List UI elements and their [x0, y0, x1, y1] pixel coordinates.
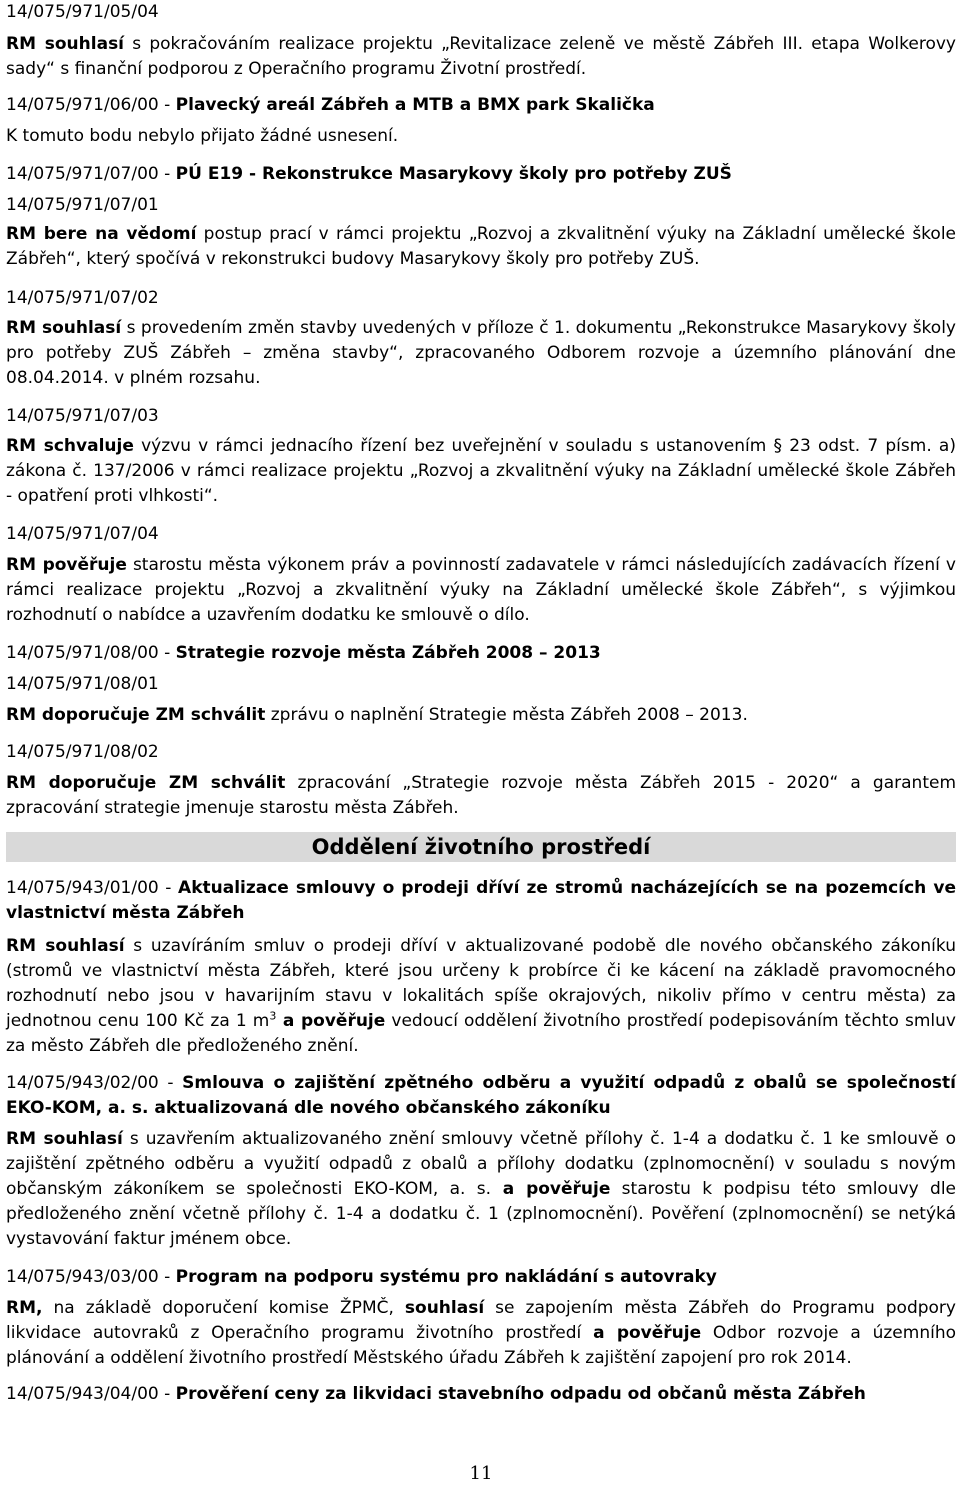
agenda-heading	[6, 162, 732, 187]
resolution-verb: a pověřuje	[490, 1179, 611, 1199]
resolution-verb: RM doporučuje ZM schválit	[6, 773, 286, 793]
agenda-heading	[6, 93, 655, 118]
agenda-title: Smlouva o zajištění zpětného odběru a využití odpadů z obalů se společností EKO-KOM, a. s. aktualizovaná dle nového občanského zákoníku	[6, 1073, 956, 1118]
agenda-code: 14/075/971/08/00 -	[6, 643, 176, 663]
resolution-code: 14/075/971/08/02	[6, 742, 159, 762]
resolution-verb: RM souhlasí	[6, 1129, 123, 1149]
resolution-code: 14/075/971/05/04	[6, 2, 159, 22]
resolution-text: výzvu v rámci jednacího řízení bez uveřejnění v souladu s ustanovením § 23 odst. 7 písm. a) zákona č. 137/2006 v rámci realizace projektu „Rozvoj a zkvalitnění výuky na Základní umělecké škole Zábřeh - opatření proti vlhkosti“.	[6, 436, 956, 506]
resolution-text: na základě doporučení komise ŽPMČ,	[42, 1298, 405, 1318]
resolution-verb: RM souhlasí	[6, 34, 125, 54]
resolution-text: zprávu o naplnění Strategie města Zábřeh 2008 – 2013.	[265, 705, 748, 725]
resolution-text: postup prací v rámci projektu „Rozvoj a zkvalitnění výuky na Základní umělecké škole Zábřeh“, který spočívá v rekonstrukci budovy Masarykovy školy pro potřeby ZUŠ.	[6, 224, 957, 269]
resolution-text: s provedením změn stavby uvedených v příloze č 1. dokumentu „Rekonstrukce Masarykovy školy pro potřeby ZUŠ Zábřeh – změna stavby“, zpracovaného Odborem rozvoje a územního plánování dne 08.04.2014. v plném rozsahu.	[6, 318, 956, 388]
resolution-paragraph	[6, 703, 956, 728]
resolution-verb: RM pověřuje	[6, 555, 127, 575]
resolution-paragraph	[6, 434, 956, 509]
resolution-paragraph	[6, 553, 956, 628]
resolution-paragraph	[6, 1296, 956, 1371]
agenda-title: PÚ E19 - Rekonstrukce Masarykovy školy pro potřeby ZUŠ	[175, 164, 732, 184]
resolution-text: starostu k podpisu této smlouvy dle předloženého znění včetně přílohy č. 1-4 a dodatku č. 1 (zplnomocnění). Pověření (zplnomocnění) se netýká vystavování faktur jménem obce.	[6, 1179, 956, 1249]
resolution-text: Odbor rozvoje a územního plánování a oddělení životního prostředí Městského úřadu Zábřeh k zajištění zapojení pro rok 2014.	[6, 1323, 956, 1368]
agenda-heading	[6, 1071, 956, 1121]
resolution-text: vedoucí oddělení životního prostředí podepisováním těchto smluv za město Zábřeh dle předloženého znění.	[6, 1011, 956, 1056]
resolution-text: s uzavřením aktualizovaného znění smlouvy včetně přílohy č. 1-4 a dodatku č. 1 ke smlouvě o zajištění zpětného odběru a využití odpadů z obalů a přílohy dodatku (zplnomocnění) v souladu s novým občanským zákoníkem se společnosti EKO-KOM, a. s.	[6, 1129, 956, 1199]
resolution-code: 14/075/971/07/03	[6, 406, 159, 426]
resolution-verb: RM souhlasí	[6, 318, 122, 338]
resolution-text: starostu města výkonem práv a povinností zadavatele v rámci následujících zadávacích řízení v rámci realizace projektu „Rozvoj a zkvalitnění výuky na Základní umělecké škole Zábřeh“, s výjimkou rozhodnutí o nabídce a uzavřením dodatku ke smlouvě o dílo.	[6, 555, 956, 625]
resolution-verb: RM doporučuje ZM schválit	[6, 705, 266, 725]
resolution-text: zpracování „Strategie rozvoje města Zábřeh 2015 - 2020“ a garantem zpracování strategie jmenuje starostu města Zábřeh.	[6, 773, 957, 818]
agenda-code: 14/075/971/07/00 -	[6, 164, 176, 184]
agenda-code: 14/075/943/01/00 -	[6, 878, 179, 898]
resolution-code: 14/075/971/07/02	[6, 288, 159, 308]
resolution-verb: RM,	[6, 1298, 43, 1318]
agenda-code: 14/075/943/04/00 -	[6, 1384, 176, 1404]
resolution-code: 14/075/971/08/01	[6, 674, 159, 694]
resolution-paragraph	[6, 222, 956, 272]
agenda-title: Plavecký areál Zábřeh a MTB a BMX park Skalička	[175, 95, 655, 115]
no-resolution-note: K tomuto bodu nebylo přijato žádné usnesení.	[6, 126, 399, 146]
resolution-verb: RM souhlasí	[6, 936, 125, 956]
resolution-verb: souhlasí	[404, 1298, 485, 1318]
resolution-text: se zapojením města Zábřeh do Programu podpory likvidace autovraků z Operačního programu životního prostředí	[6, 1298, 956, 1343]
resolution-paragraph	[6, 1127, 956, 1252]
agenda-title: Strategie rozvoje města Zábřeh 2008 – 2013	[175, 643, 601, 663]
section-title-banner: Oddělení životního prostředí	[6, 832, 956, 862]
resolution-verb: RM bere na vědomí	[6, 224, 197, 244]
agenda-heading	[6, 876, 956, 926]
agenda-code: 14/075/943/02/00 -	[6, 1073, 183, 1093]
resolution-verb: a pověřuje	[276, 1011, 386, 1031]
resolution-paragraph	[6, 934, 956, 1059]
resolution-text: s pokračováním realizace projektu „Revitalizace zeleně ve městě Zábřeh III. etapa Wolkerovy sady“ s finanční podporou z Operačního programu Životní prostředí.	[6, 34, 956, 79]
superscript: 3	[269, 1009, 277, 1023]
agenda-title: Program na podporu systému pro nakládání s autovraky	[175, 1267, 717, 1287]
resolution-code: 14/075/971/07/01	[6, 195, 159, 215]
agenda-code: 14/075/971/06/00 -	[6, 95, 176, 115]
agenda-heading	[6, 1382, 866, 1407]
resolution-paragraph	[6, 316, 956, 391]
agenda-heading	[6, 1265, 717, 1290]
resolution-paragraph	[6, 32, 956, 82]
resolution-verb: RM schvaluje	[6, 436, 134, 456]
agenda-title: Aktualizace smlouvy o prodeji dříví ze stromů nacházejících se na pozemcích ve vlastnictví města Zábřeh	[6, 878, 956, 923]
resolution-verb: a pověřuje	[593, 1323, 702, 1343]
agenda-title: Prověření ceny za likvidaci stavebního odpadu od občanů města Zábřeh	[175, 1384, 866, 1404]
resolution-paragraph	[6, 771, 956, 821]
agenda-code: 14/075/943/03/00 -	[6, 1267, 176, 1287]
agenda-heading	[6, 641, 601, 666]
resolution-text: s uzavíráním smluv o prodeji dříví v aktualizované podobě dle nového občanského zákoníku (stromů ve vlastnictví města Zábřeh, které jsou určeny k probírce či ke kácení na základě pravomocného rozhodnutí nebo jsou v havarijním stavu v lokalitách spíše okrajových, nikoliv přímo v centru města) za jednotnou cenu 100 Kč za 1 m	[6, 936, 956, 1031]
resolution-code: 14/075/971/07/04	[6, 524, 159, 544]
page-number: 11	[469, 1463, 493, 1484]
